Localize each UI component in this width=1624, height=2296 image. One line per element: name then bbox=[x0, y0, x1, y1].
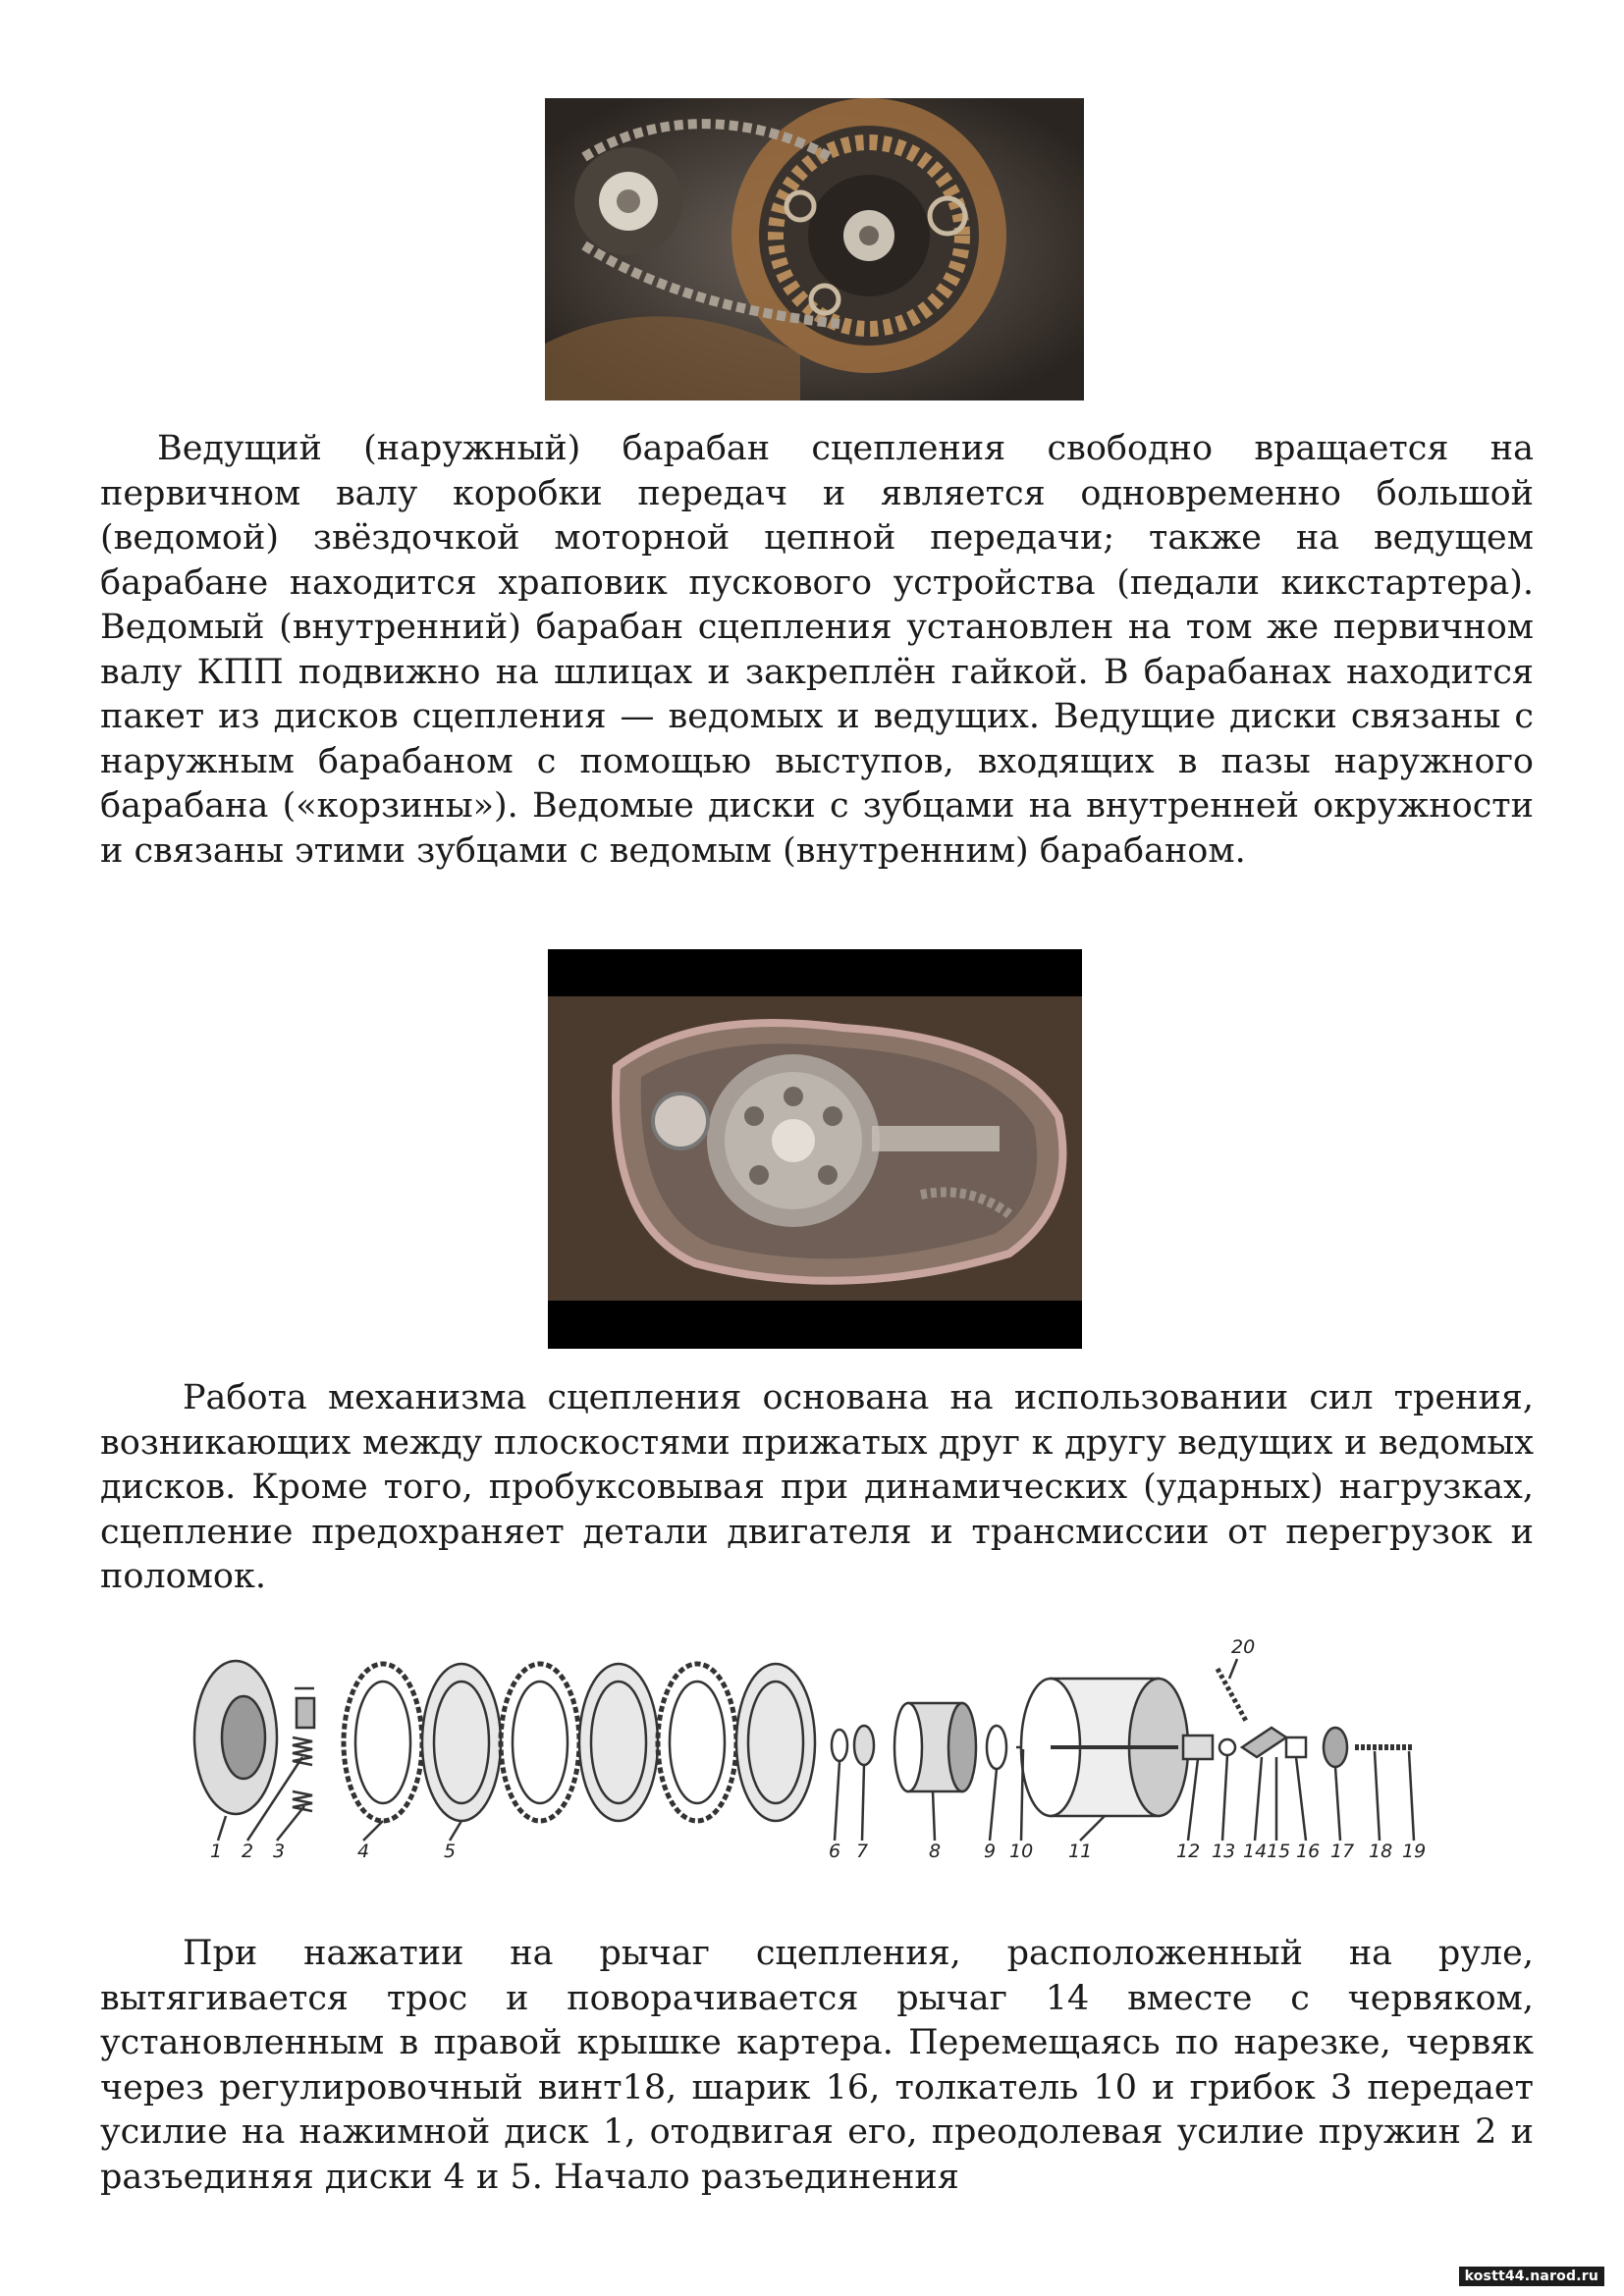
diagram-label-9: 9 bbox=[984, 1841, 997, 1860]
paragraph-mechanism: Работа механизма сцепления основана на использовании сил трения, возникающих между плоскостями прижатых друг к другу ведущих и ведомых дисков. Кроме того, пробуксовывая при динамических (ударных) нагрузках, сцепление предохраняет детали двигателя и трансмиссии от перегрузок и поломок. bbox=[100, 1378, 1534, 1596]
diagram-label-10: 10 bbox=[1009, 1841, 1034, 1860]
diagram-label-3: 3 bbox=[273, 1841, 286, 1860]
diagram-label-7: 7 bbox=[856, 1841, 869, 1860]
clutch-cover-photo bbox=[548, 949, 1082, 1349]
diagram-label-5: 5 bbox=[444, 1841, 457, 1860]
diagram-label-6: 6 bbox=[829, 1841, 841, 1860]
paragraph-drums: Ведущий (наружный) барабан сцепления свободно вращается на первичном валу коробки передач и является одновременно большой (ведомой) звёздочкой моторной цепной передачи; также на ведущем барабане находится храповик пускового устройства (педали кикстартера). Ведомый (внутренний) барабан сцепления установлен на том же первичном валу КПП подвижно на шлицах и закреплён гайкой. В барабанах находится пакет из дисков сцепления — ведомых и ведущих. Ведущие диски связаны с наружным барабаном с помощью выступов, входящих в пазы наружного барабана («корзины»). Ведомые диски с зубцами на внутренней окружности и связаны этими зубцами с ведомым (внутренним) барабаном. bbox=[100, 429, 1534, 871]
clutch-exploded-diagram bbox=[187, 1629, 1443, 1860]
paragraph-operation: При нажатии на рычаг сцепления, расположенный на руле, вытягивается трос и поворачивается рычаг 14 вместе с червяком, установленным в правой крышке картера. Перемещаясь по нарезке, червяк через регулировочный винт18, шарик 16, толкатель 10 и грибок 3 передает усилие на нажимной диск 1, отодвигая его, преодолевая усилие пружин 2 и разъединяя диски 4 и 5. Начало разъединения bbox=[100, 1934, 1534, 2197]
diagram-drawing bbox=[187, 1629, 1443, 1860]
diagram-label-13: 13 bbox=[1212, 1841, 1236, 1860]
diagram-label-11: 11 bbox=[1068, 1841, 1093, 1860]
diagram-label-15: 15 bbox=[1267, 1841, 1291, 1860]
diagram-label-19: 19 bbox=[1402, 1841, 1427, 1860]
diagram-label-2: 2 bbox=[242, 1841, 254, 1860]
clutch-drums-photo bbox=[545, 98, 1084, 400]
diagram-label-14: 14 bbox=[1243, 1841, 1268, 1860]
diagram-label-17: 17 bbox=[1330, 1841, 1355, 1860]
diagram-label-12: 12 bbox=[1176, 1841, 1201, 1860]
diagram-label-20: 20 bbox=[1231, 1636, 1256, 1658]
diagram-label-18: 18 bbox=[1369, 1841, 1393, 1860]
diagram-label-1: 1 bbox=[210, 1841, 223, 1860]
diagram-label-4: 4 bbox=[357, 1841, 370, 1860]
diagram-label-16: 16 bbox=[1296, 1841, 1321, 1860]
site-watermark: kostt44.narod.ru bbox=[1459, 2267, 1604, 2286]
diagram-label-8: 8 bbox=[929, 1841, 942, 1860]
